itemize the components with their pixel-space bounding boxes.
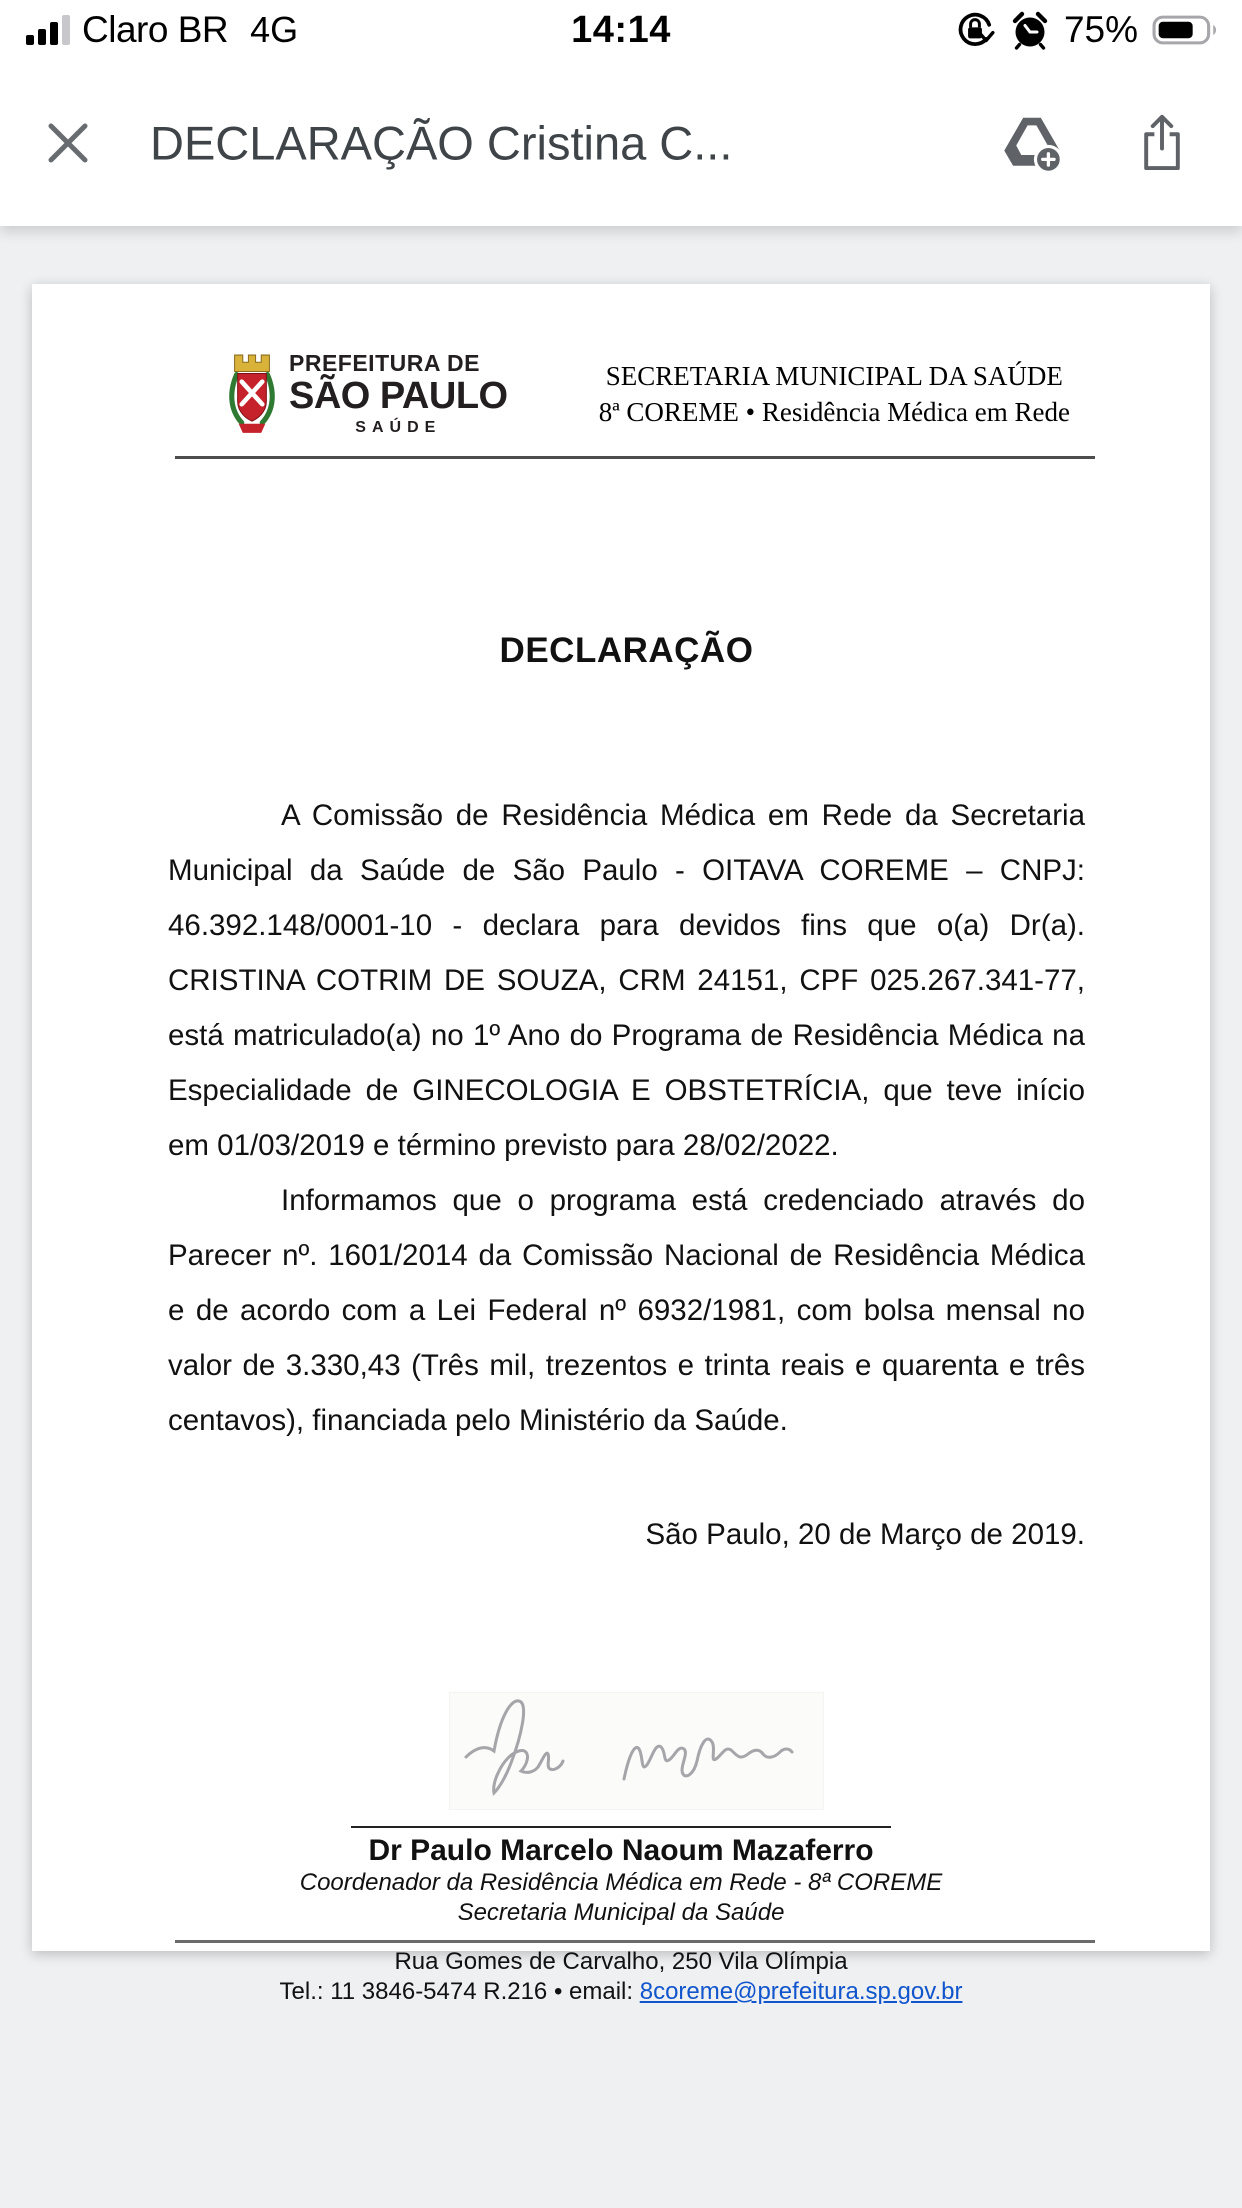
document-title-label: DECLARAÇÃO Cristina C... xyxy=(150,116,733,170)
signer-role-2: Secretaria Municipal da Saúde xyxy=(457,1899,785,1926)
alarm-icon xyxy=(1010,10,1050,50)
footer-tel: Tel.: 11 3846-5474 R.216 • email: xyxy=(279,1978,640,2005)
footer-divider xyxy=(175,1940,1095,1943)
signature-block xyxy=(32,1692,1210,1928)
share-button[interactable] xyxy=(1130,111,1194,175)
declaration-title: DECLARAÇÃO xyxy=(499,631,754,670)
signer-role-1: Coordenador da Residência Médica em Rede - 8ª COREME xyxy=(299,1869,943,1896)
status-bar xyxy=(0,0,1242,60)
close-button[interactable] xyxy=(40,115,96,171)
org-name-block xyxy=(599,358,1070,431)
org-line1: SECRETARIA MUNICIPAL DA SAÚDE xyxy=(605,360,1063,391)
signature-rule xyxy=(351,1826,891,1828)
document-page[interactable] xyxy=(32,284,1210,2005)
handwritten-signature xyxy=(456,1695,816,1807)
signature-image xyxy=(449,1692,824,1810)
date-line: São Paulo, 20 de Março de 2019. xyxy=(645,1518,1085,1551)
share-icon xyxy=(1138,112,1186,174)
battery-icon xyxy=(1152,12,1222,48)
body-paragraph: A Comissão de Residência Médica em Rede da Secretaria Municipal da Saúde de São Paulo - OITAVA COREME – CNPJ: 46.392.148/0001-10 - declara para devidos fins que o(a) Dr(a). CRISTINA COTRIM DE SOUZA, CRM 24151, CPF 025.267.341-77, está matriculado(a) no 1º Ano do Programa de Residência Médica na Especialidade de GINECOLOGIA E OBSTETRÍCIA, que teve início em 01/03/2019 e término previsto para 28/02/2022. xyxy=(168,799,1085,1162)
drive-add-icon xyxy=(1001,114,1063,172)
footer-contact-line xyxy=(32,1977,1210,2007)
letterhead-divider xyxy=(175,456,1095,459)
signer-name: Dr Paulo Marcelo Naoum Mazaferro xyxy=(368,1834,874,1867)
declaration-body xyxy=(32,788,1210,1448)
letterhead xyxy=(32,284,1210,436)
footer-address: Rua Gomes de Carvalho, 250 Vila Olímpia xyxy=(394,1948,848,1975)
sao-paulo-coat-of-arms-icon xyxy=(227,352,277,436)
footer-email-link[interactable]: 8coreme@prefeitura.sp.gov.br xyxy=(639,1978,963,2005)
body-paragraph: Informamos que o programa está credenciado através do Parecer nº. 1601/2014 da Comissão Nacional de Residência Médica e de acordo com a Lei Federal nº 6932/1981, com bolsa mensal no valor de 3.330,43 (Três mil, trezentos e trinta reais e quarenta e três centavos), financiada pelo Ministério da Saúde. xyxy=(168,1184,1085,1437)
app-bar xyxy=(0,60,1242,226)
top-chrome xyxy=(0,0,1242,226)
logo-line1: PREFEITURA DE xyxy=(289,350,480,376)
logo-line2: SÃO PAULO xyxy=(289,375,508,417)
org-line2: 8ª COREME • Residência Médica em Rede xyxy=(598,397,1070,427)
clock-label: 14:14 xyxy=(571,8,671,51)
carrier-label: Claro BR xyxy=(82,9,229,50)
rotation-lock-icon xyxy=(954,9,996,51)
close-icon xyxy=(42,117,94,169)
logo-line3: SAÚDE xyxy=(355,419,442,436)
document-footer xyxy=(32,1947,1210,2007)
prefeitura-logo xyxy=(227,352,508,436)
network-type-label: 4G xyxy=(250,9,299,50)
battery-percent-label: 75% xyxy=(1063,9,1138,50)
add-to-drive-button[interactable] xyxy=(1000,111,1064,175)
